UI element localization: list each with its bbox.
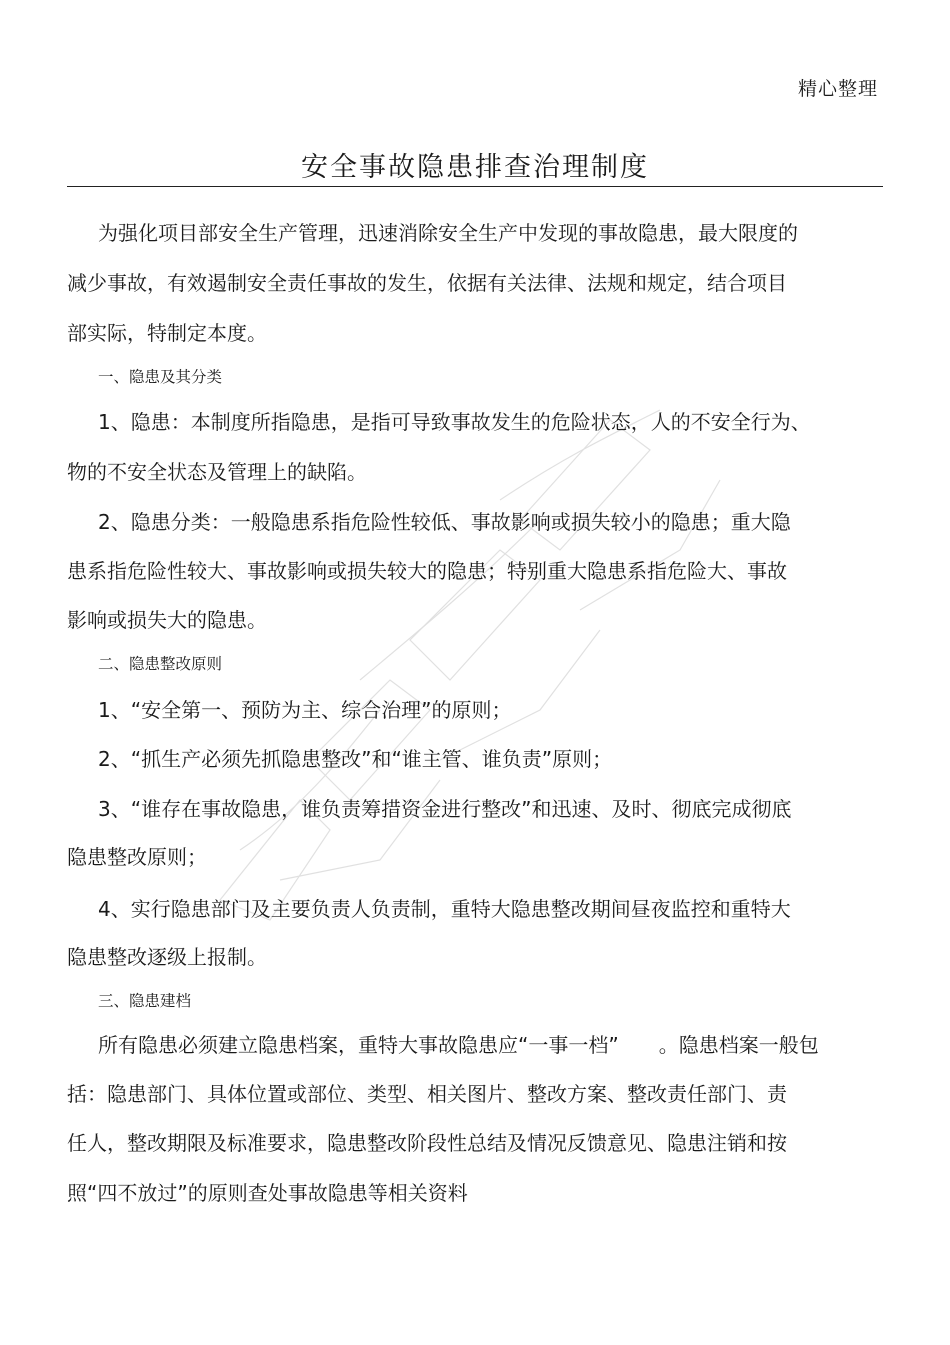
document-title: 安全事故隐患排查治理制度 [301,152,649,183]
intro-line-3: 部实际，特制定本度。 [67,321,267,345]
section-2-heading: 二、隐患整改原则 [98,655,223,673]
intro-line-2: 减少事故，有效遏制安全责任事故的发生，依据有关法律、法规和规定，结合项目 [67,271,787,295]
section-2-item-3-line-2: 隐患整改原则； [67,845,207,869]
section-3-line-3: 任人，整改期限及标准要求，隐患整改阶段性总结及情况反馈意见、隐患注销和按 [67,1131,787,1155]
section-3-line-1: 所有隐患必须建立隐患档案，重特大事故隐患应“一事一档” 。隐患档案一般包 [98,1033,819,1057]
section-1-item-1-line-1: 1、隐患：本制度所指隐患，是指可导致事故发生的危险状态，人的不安全行为、 [98,410,811,434]
section-2-item-2: 2、“抓生产必须先抓隐患整改”和“谁主管、谁负责”原则； [98,747,613,771]
section-2-item-4-line-2: 隐患整改逐级上报制。 [67,945,267,969]
section-1-heading: 一、隐患及其分类 [98,368,223,386]
section-2-item-3-line-1: 3、“谁存在事故隐患，谁负责筹措资金进行整改”和迅速、及时、彻底完成彻底 [98,797,792,821]
section-1-item-1-line-2: 物的不安全状态及管理上的缺陷。 [67,460,367,484]
section-2-item-4-line-1: 4、实行隐患部门及主要负责人负责制，重特大隐患整改期间昼夜监控和重特大 [98,897,791,921]
section-3-line-4: 照“四不放过”的原则查处事故隐患等相关资料 [67,1181,468,1205]
section-1-item-2-line-1: 2、隐患分类：一般隐患系指危险性较低、事故影响或损失较小的隐患；重大隐 [98,510,791,534]
title-divider [67,186,883,187]
section-1-item-2-line-2: 患系指危险性较大、事故影响或损失较大的隐患；特别重大隐患系指危险大、事故 [67,559,787,583]
section-1-item-2-line-3: 影响或损失大的隐患。 [67,608,267,632]
section-3-heading: 三、隐患建档 [98,992,192,1010]
intro-line-1: 为强化项目部安全生产管理，迅速消除安全生产中发现的事故隐患，最大限度的 [98,221,798,245]
header-note: 精心整理 [797,78,878,100]
section-3-line-2: 括：隐患部门、具体位置或部位、类型、相关图片、整改方案、整改责任部门、责 [67,1082,787,1106]
section-2-item-1: 1、“安全第一、预防为主、综合治理”的原则； [98,698,512,722]
